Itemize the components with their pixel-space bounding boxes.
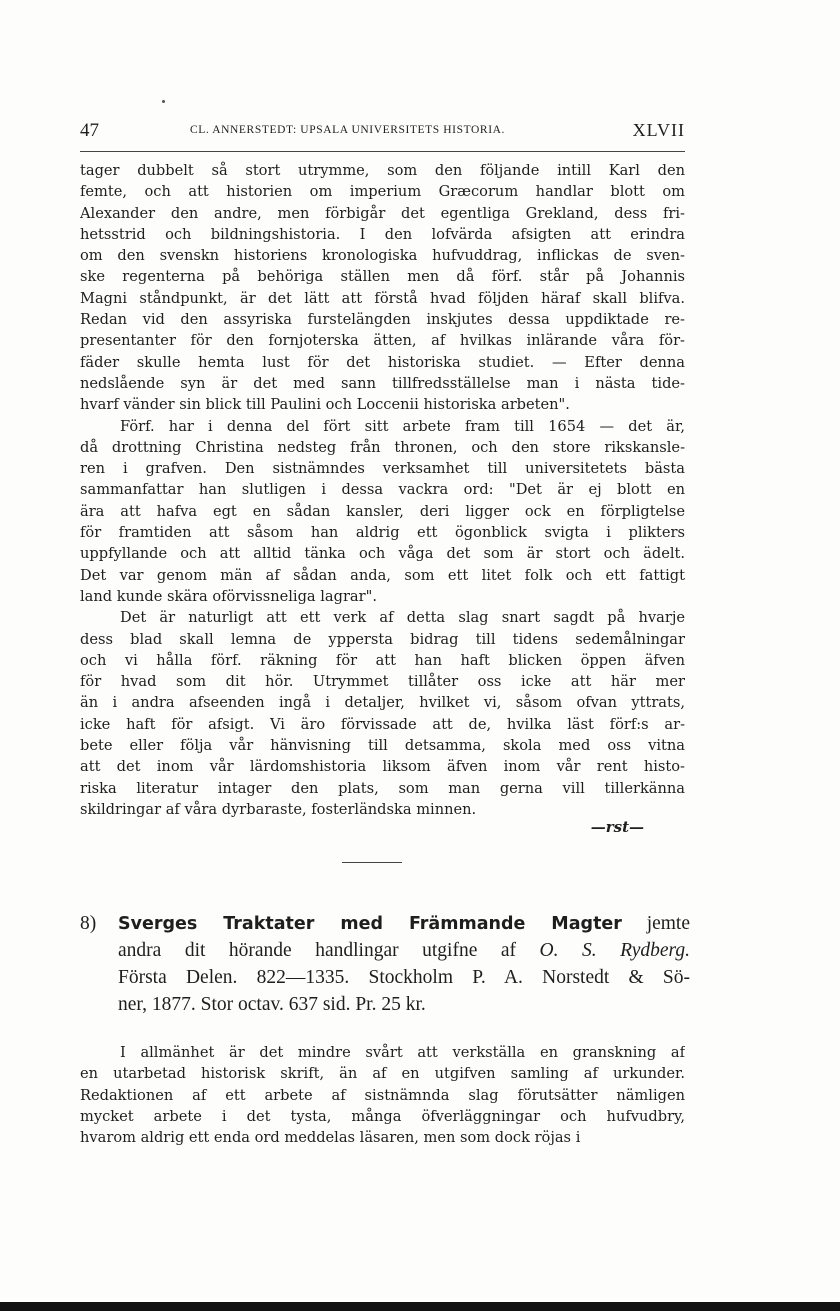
- text-line: att det inom vår lärdomshistoria liksom äfven inom vår rent histo-: [80, 758, 685, 776]
- text-line: Det är naturligt att ett verk af detta slag snart sagdt på hvarje: [120, 609, 685, 627]
- text-line: Redan vid den assyriska furstelängden inskjutes dessa uppdiktade re-: [80, 311, 685, 329]
- entry-line-2: [80, 937, 690, 964]
- page-header: [80, 120, 685, 142]
- text-line: riska literatur intager den plats, som man gerna vill tillerkänna: [80, 779, 685, 797]
- scan-edge: [0, 1302, 840, 1311]
- text-line: sammanfattar han slutligen i dessa vackra ord: "Det är ej blott en: [80, 481, 685, 499]
- entry-editor: O. S. Rydberg.: [539, 940, 690, 961]
- entry-line1-rest: jemte: [646, 913, 691, 934]
- text-line: femte, och att historien om imperium Græcorum handlar blott om: [80, 183, 685, 201]
- text-line: skildringar af våra dyrbaraste, fosterländska minnen.: [80, 800, 477, 818]
- text-line: land kunde skära oförvissneliga lagrar".: [80, 587, 377, 605]
- header-rule: [80, 151, 685, 152]
- text-line: ske regenterna på behöriga ställen men då förf. står på Johannis: [80, 268, 685, 286]
- text-line: dess blad skall lemna de yppersta bidrag till tidens sedemålningar: [80, 630, 685, 648]
- text-line: nedslående syn är det med sann tillfredsställelse man i nästa tide-: [80, 374, 685, 392]
- text-line: Det var genom män af sådan anda, som ett litet folk och ett fattigt: [80, 566, 685, 584]
- text-line: om den svenskn historiens kronologiska hufvuddrag, inflickas de sven-: [80, 247, 685, 265]
- text-line: mycket arbete i det tysta, många öfverläggningar och hufvudbry,: [80, 1107, 685, 1125]
- folio-number: XLVII: [632, 120, 685, 140]
- entry-title: Sverges Traktater med Främmande Magter: [118, 914, 622, 934]
- entry-line-1: [80, 910, 690, 937]
- text-line: tager dubbelt så stort utrymme, som den följande intill Karl den: [80, 162, 685, 179]
- print-speck: [162, 100, 165, 103]
- entry-line-3: Första Delen. 822—1335. Stockholm P. A. Norstedt & Sö-: [118, 967, 690, 988]
- text-line: ära att hafva egt en sådan kansler, deri ligger ock en förpligtelse: [80, 502, 685, 520]
- text-line: ren i grafven. Den sistnämndes verksamhet till universitetets bästa: [80, 460, 685, 478]
- text-line: för framtiden att såsom han aldrig ett ögonblick svigta i plikters: [80, 524, 685, 542]
- text-line: Magni ståndpunkt, är det lätt att förstå hvad följden häraf skall blifva.: [80, 289, 685, 307]
- reviewer-signature: —rst—: [590, 818, 644, 836]
- text-line: I allmänhet är det mindre svårt att verkställa en granskning af: [120, 1044, 685, 1061]
- text-line: hetsstrid och bildningshistoria. I den lofvärda afsigten att erindra: [80, 225, 685, 243]
- entry-line-4: ner, 1877. Stor octav. 637 sid. Pr. 25 kr.: [118, 994, 426, 1015]
- text-line: för hvad som dit hör. Utrymmet tillåter oss icke att här mer: [80, 673, 685, 691]
- text-line: hvarom aldrig ett enda ord meddelas läsaren, men som dock röjas i: [80, 1129, 581, 1147]
- running-title: CL. ANNERSTEDT: UPSALA UNIVERSITETS HISTORIA.: [190, 124, 506, 136]
- entry-number: 8): [80, 913, 97, 934]
- text-line: bete eller följa vår hänvisning till detsamma, skola med oss vitna: [80, 737, 685, 755]
- text-line: och vi hålla förf. räkning för att han haft blicken öppen äfven: [80, 651, 685, 669]
- text-line: fäder skulle hemta lust för det historiska studiet. — Efter denna: [80, 353, 685, 371]
- text-line: icke haft för afsigt. Vi äro förvissade att de, hvilka läst förf:s ar-: [80, 715, 685, 733]
- text-line: uppfyllande och att alltid tänka och våga det som är stort och ädelt.: [80, 545, 685, 563]
- entry-line2-text: andra dit hörande handlingar utgifne af: [118, 940, 517, 961]
- text-line: Alexander den andre, men förbigår det egentliga Grekland, dess fri-: [80, 204, 685, 222]
- body-text: [80, 1042, 685, 1148]
- text-line: en utarbetad historisk skrift, än af en utgifven samling af urkunder.: [80, 1065, 685, 1083]
- page-number: 47: [80, 120, 99, 141]
- text-line: Förf. har i denna del fört sitt arbete fram till 1654 — det är,: [120, 417, 685, 435]
- text-line: då drottning Christina nedsteg från thronen, och den store rikskansle-: [80, 438, 685, 456]
- review-text: [80, 160, 685, 820]
- text-line: hvarf vänder sin blick till Paulini och Loccenii historiska arbeten".: [80, 396, 570, 414]
- section-separator: [342, 862, 402, 863]
- text-line: än i andra afseenden ingå i detaljer, hvilket vi, såsom ofvan yttrats,: [80, 694, 685, 712]
- bibliographic-entry: [80, 910, 690, 1018]
- text-line: Redaktionen af ett arbete af sistnämnda slag förutsätter nämligen: [80, 1086, 685, 1104]
- text-line: presentanter för den fornjoterska ätten, af hvilkas inlärande våra för-: [80, 332, 685, 350]
